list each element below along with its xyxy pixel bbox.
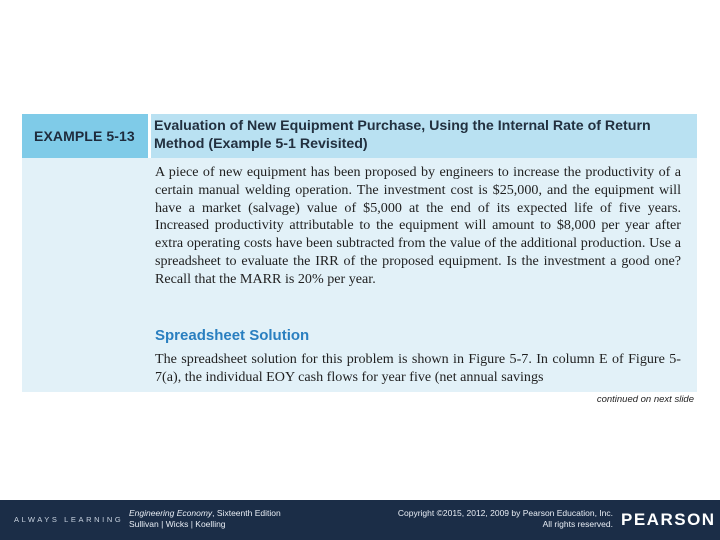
example-box bbox=[22, 114, 697, 392]
footer-bar bbox=[0, 500, 720, 540]
copyright-line-1: Copyright ©2015, 2012, 2009 by Pearson Education, Inc. bbox=[397, 508, 613, 518]
pearson-logo: PEARSON bbox=[621, 510, 716, 529]
example-body: A piece of new equipment has been proposed by engineers to increase the productivity of a certain manual welding operation. The investment cost is $25,000, and the equipment will have a market (salvage) value of $5,000 at the end of its expected life of five years. Increased productivity attributable to the equipment will amount to $8,000 per year after extra operating costs have been subtracted from the value of the additional production. Use a spreadsheet to evaluate the IRR of the proposed equipment. Is the investment a good one? Recall that the MARR is 20% per year. bbox=[155, 164, 681, 287]
solution-heading: Spreadsheet Solution bbox=[155, 327, 310, 344]
copyright-notice bbox=[356, 508, 613, 530]
book-citation bbox=[129, 508, 281, 530]
example-label: EXAMPLE 5-13 bbox=[22, 114, 148, 158]
book-edition: , Sixteenth Edition bbox=[212, 508, 281, 518]
book-authors: Sullivan | Wicks | Koelling bbox=[129, 519, 226, 529]
example-title: Evaluation of New Equipment Purchase, Using the Internal Rate of Return Method (Example 5-1 Revisited) bbox=[154, 118, 651, 152]
book-title: Engineering Economy bbox=[129, 508, 213, 518]
solution-text: The spreadsheet solution for this problem is shown in Figure 5-7. In column E of Figure 5-7(a), the individual EOY cash flows for year five (net annual savings bbox=[155, 351, 681, 385]
footer-tagline: ALWAYS LEARNING bbox=[14, 515, 124, 524]
continued-note: continued on next slide bbox=[596, 394, 694, 405]
copyright-line-2: All rights reserved. bbox=[542, 519, 613, 529]
